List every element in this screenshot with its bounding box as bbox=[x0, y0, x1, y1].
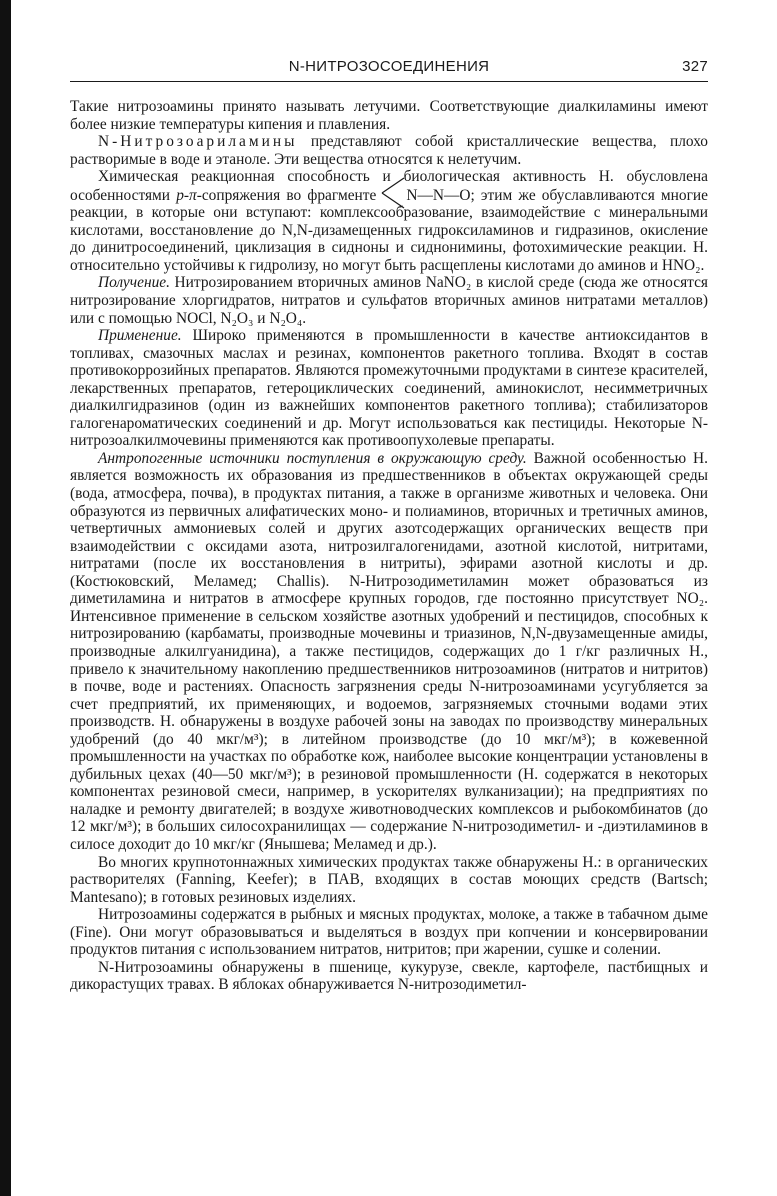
p-pi-term: p-π bbox=[176, 186, 197, 204]
section-label: Получение. bbox=[98, 274, 170, 292]
paragraph: Такие нитрозоамины принято называть летучими. Соответствующие диалкиламины имеют более низкие температуры кипения и плавления. bbox=[70, 98, 708, 133]
paragraph: Во многих крупнотоннажных химических продуктах также обнаружены Н.: в органических растворителях (Fanning, Keefer); в ПАВ, входящих в состав моющих средств (Bartsch; Mantesano); в готовых резиновых изделиях. bbox=[70, 853, 708, 906]
page-number: 327 bbox=[682, 58, 708, 75]
term-spaced: N-Нитрозоариламины bbox=[98, 133, 298, 151]
paragraph: Антропогенные источники поступления в окружающую среду. Важной особенностью Н. является возможность их образования из предшественников в объектах окружающей среды (вода, атмосфера, почва), в продуктах питания, а также в организме животных и человека. Они образуются из первичных алифатических моно- и полиаминов, вторичных и третичных аминов, четвертичных аммониевых солей и других азотсодержащих органических веществ при взаимодействии с оксидами азота, нитрозилгалогенидами, азотной кислотой, нитритами, нитратами (после их восстановления в нитриты), эфирами азотной кислоты и др. (Костюковский, Меламед; Challis). N-Нитрозодиметиламин может образоваться из диметиламина и нитратов в атмосфере крупных городов, где постоянно присутствует NO₂. Интенсивное применение в сельском хозяйстве азотных удобрений и пестицидов, способных к нитрозированию (карбаматы, производные мочевины и триазинов, N,N-двузамещенные амиды, производные алкилгуанидина), а также пестицидов, содержащих до 1 г/кг различных Н., привело к значительному накоплению предшественников нитрозоаминов (нитратов и нитритов) в почве, воде и растениях. Опасность загрязнения среды N-нитрозоаминами усугубляется за счет предприятий, их применяющих, и водоемов, загрязняемых сточными водами этих производств. Н. обнаружены в воздухе рабочей зоны на заводах по производству минеральных удобрений (до 40 мкг/м³); в литейном производстве (до 10 мкг/м³); в кожевенной промышленности на участках по обработке кож, наиболее высокие концентрации установлены в дубильных цехах (40—50 мкг/м³); в резиновой промышленности (Н. содержатся в некоторых компонентах резиновой смеси, например, в ускорителях вулканизации); на предприятиях по наладке и ремонту двигателей; в воздухе животноводческих комплексов и рыбокомбинатов (до 12 мкг/м³); в больших силосохранилищах — содержание N-нитрозодиметил- и -диэтиламинов в силосе доходит до 10 мкг/кг (Янышева; Меламед и др.). bbox=[70, 449, 709, 853]
body-text bbox=[70, 98, 708, 994]
header-rule bbox=[70, 81, 708, 82]
section-label: Антропогенные источники поступления в окружающую среду. bbox=[98, 449, 527, 467]
book-spine-edge bbox=[0, 0, 11, 1196]
paragraph: Применение. Широко применяются в промышленности в качестве антиоксидантов в топливах, смазочных маслах и резинах, компонентов ракетного топлива. Входят в состав противокоррозийных препаратов. Являются промежуточными продуктами в синтезе красителей, лекарственных препаратов, гетероциклических соединений, аминокислот, несимметричных диалкилгидразинов (один из важнейших компонентов ракетного топлива); стабилизаторов галогенароматических соединений и др. Могут использоваться как пестициды. Некоторые N-нитрозоалкилмочевины применяются как противоопухолевые препараты. bbox=[70, 327, 708, 450]
nitroso-fragment: N—N—O bbox=[406, 186, 471, 204]
section-label: Применение. bbox=[98, 327, 182, 345]
running-header bbox=[70, 56, 708, 80]
paragraph: Получение. Нитрозированием вторичных аминов NaNO₂ в кислой среде (сюда же относятся нитрозирование хлоргидратов, нитратов и сульфатов вторичных аминов нитратами металлов) или с помощью NOCl, N₂O₃ и N₂O₄. bbox=[70, 274, 708, 327]
paragraph: Нитрозоамины содержатся в рыбных и мясных продуктах, молоке, а также в табачном дыме (Fine). Они могут образовываться и выделяться в воздух при копчении и консервировании продуктов питания с использованием нитратов, нитритов; при жарении, сушке и солении. bbox=[70, 906, 708, 959]
paragraph: Химическая реакционная способность и биологическая активность Н. обусловлена особенностями p-π-сопряжения во фрагменте N—N—O; этим же обуславливаются многие реакции, в которые они вступают: комплексообразование, взаимодействие с минеральными кислотами, восстановление до N,N-дизамещенных гидроксиламинов и гидразинов, окисление до динитросоединений, циклизация в сидноны и сиднонимины, фотохимические реакции. Н. относительно устойчивы к гидролизу, но могут быть расщеплены кислотами до аминов и HNO₂. bbox=[70, 168, 708, 274]
paragraph: N-Нитрозоамины обнаружены в пшенице, кукурузе, свекле, картофеле, пастбищных и дикорастущих травах. В яблоках обнаруживается N-нитрозодиметил- bbox=[70, 958, 708, 994]
paragraph: N-Нитрозоариламины представляют собой кристаллические вещества, плохо растворимые в воде и этаноле. Эти вещества относятся к нелетучим. bbox=[70, 133, 708, 168]
running-title: N-НИТРОЗОСОЕДИНЕНИЯ bbox=[288, 58, 490, 75]
bond-fragment-icon bbox=[380, 186, 406, 202]
